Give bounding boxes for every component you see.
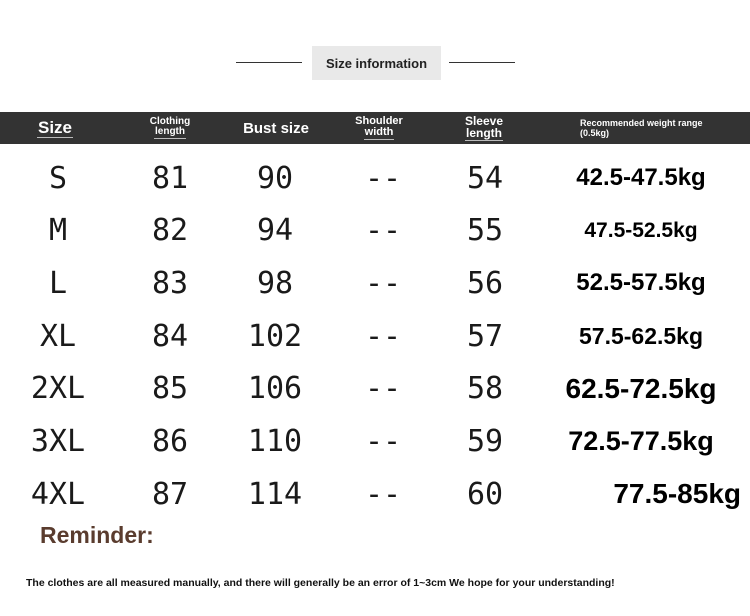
cell-size: S xyxy=(48,160,68,196)
size-table-body xyxy=(0,152,750,521)
header-bust-size xyxy=(230,112,322,144)
cell-sleeve: 55 xyxy=(466,213,504,249)
reminder-heading: Reminder: xyxy=(40,522,154,548)
table-row xyxy=(0,257,750,310)
cell-bust: 102 xyxy=(247,318,303,354)
cell-shoulder: -- xyxy=(364,318,402,354)
cell-bust: 98 xyxy=(256,265,294,301)
cell-sleeve: 58 xyxy=(466,371,504,407)
cell-sleeve: 60 xyxy=(466,476,504,512)
cell-clothing-length: 82 xyxy=(151,213,189,249)
header-sleeve-length-line1: Sleeve xyxy=(464,114,504,128)
cell-sleeve: 57 xyxy=(466,318,504,354)
cell-clothing-length: 85 xyxy=(151,371,189,407)
table-row xyxy=(0,415,750,468)
cell-clothing-length: 84 xyxy=(151,318,189,354)
cell-shoulder: -- xyxy=(364,423,402,459)
table-row xyxy=(0,205,750,258)
header-bust-size-label: Bust size xyxy=(243,119,309,137)
cell-clothing-length: 83 xyxy=(151,265,189,301)
header-shoulder-width-line1: Shoulder xyxy=(355,115,403,127)
cell-weight: 62.5-72.5kg xyxy=(565,372,717,404)
header-shoulder-width xyxy=(345,112,413,144)
cell-clothing-length: 86 xyxy=(151,423,189,459)
header-shoulder-width-line2: width xyxy=(364,126,394,138)
measurement-note: The clothes are all measured manually, and there will generally be an error of 1~3cm We hope for your understanding! xyxy=(26,577,615,589)
cell-shoulder: -- xyxy=(364,160,402,196)
header-sleeve-length-line2: length xyxy=(466,126,502,140)
title-divider-left xyxy=(236,62,302,63)
cell-sleeve: 54 xyxy=(466,160,504,196)
header-weight-range xyxy=(580,112,740,144)
header-weight-range-line2: (0.5kg) xyxy=(580,128,610,138)
cell-weight: 52.5-57.5kg xyxy=(576,269,706,297)
table-row xyxy=(0,310,750,363)
cell-shoulder: -- xyxy=(364,371,402,407)
cell-size: 2XL xyxy=(30,371,86,407)
cell-sleeve: 59 xyxy=(466,423,504,459)
cell-shoulder: -- xyxy=(364,476,402,512)
table-row xyxy=(0,152,750,205)
cell-clothing-length: 87 xyxy=(151,476,189,512)
cell-bust: 94 xyxy=(256,213,294,249)
cell-weight: 77.5-85kg xyxy=(613,478,741,510)
table-row xyxy=(0,468,750,521)
cell-weight: 72.5-77.5kg xyxy=(568,425,714,456)
cell-bust: 114 xyxy=(247,476,303,512)
title-section xyxy=(0,44,750,82)
cell-bust: 90 xyxy=(256,160,294,196)
cell-shoulder: -- xyxy=(364,265,402,301)
header-clothing-length-line2: length xyxy=(155,126,185,137)
table-header xyxy=(0,112,750,144)
cell-clothing-length: 81 xyxy=(151,160,189,196)
cell-size: 4XL xyxy=(30,476,86,512)
cell-size: L xyxy=(48,265,68,301)
header-size-label: Size xyxy=(37,117,73,137)
cell-size: 3XL xyxy=(30,423,86,459)
header-weight-range-line1: Recommended weight range xyxy=(580,118,703,128)
header-clothing-length-line1: Clothing xyxy=(149,116,191,127)
header-size xyxy=(20,112,90,144)
table-row xyxy=(0,363,750,416)
title-divider-right xyxy=(449,62,515,63)
cell-size: XL xyxy=(39,318,77,354)
page-title: Size information xyxy=(312,46,441,80)
cell-bust: 110 xyxy=(247,423,303,459)
cell-weight: 47.5-52.5kg xyxy=(584,218,698,242)
cell-bust: 106 xyxy=(247,371,303,407)
cell-sleeve: 56 xyxy=(466,265,504,301)
cell-weight: 57.5-62.5kg xyxy=(578,322,704,349)
cell-shoulder: -- xyxy=(364,213,402,249)
cell-weight: 42.5-47.5kg xyxy=(576,164,706,191)
cell-size: M xyxy=(48,213,68,249)
header-sleeve-length xyxy=(455,112,513,144)
header-clothing-length xyxy=(140,112,200,144)
